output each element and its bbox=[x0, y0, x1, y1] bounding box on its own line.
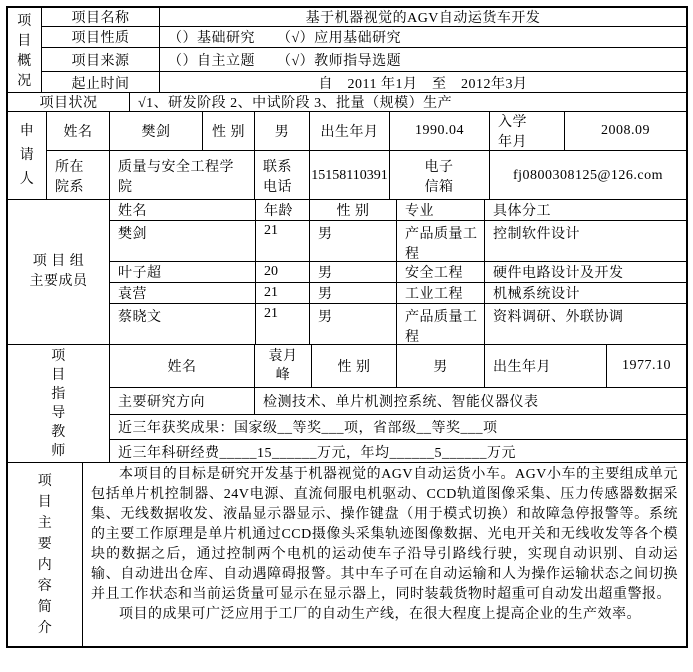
project-period-value: 自 2011 年1月 至 2012年3月 bbox=[318, 76, 528, 92]
team-header-age: 年龄 bbox=[256, 200, 310, 220]
member-gender: 男 bbox=[310, 283, 397, 303]
summary-paragraph-1: 本项目的目标是研究开发基于机器视觉的AGV自动运货小车。AGV小车的主要组成单元包括单片机控制器、24V电源、直流伺服电机驱动、CCD轨道图像采集、压力传感器数据采集、无线数据收发、液晶显示器显示、操作键盘（用于模式切换）和故障急停报警等。系统的主要工作原理是单片机通过CCD摄像头采集轨迹图像数据、光电开关和无线收发等各个模块的数据之后，通过控制两个电机的运动使车子沿导引路线行驶，实现自动识别、自动运输、自动进出仓库、自动遇障碍报警。其中车子可在自动运输和人为操作运输状态之间切换并且工作状态和当前运货量可显示在显示器上，同时装载货物时超重可自动发出超重警报。 bbox=[91, 467, 678, 602]
team-header-gender: 性 别 bbox=[310, 200, 397, 220]
project-nature-value: （）基础研究 （√）应用基础研究 bbox=[168, 31, 402, 46]
applicant-section-label: 申请人 bbox=[19, 123, 35, 187]
summary-section-label-cell bbox=[8, 463, 83, 646]
member-gender: 男 bbox=[310, 262, 397, 282]
overview-section-label: 项目概况 bbox=[17, 14, 32, 89]
applicant-section bbox=[8, 112, 686, 200]
advisor-awards-line: 近三年获奖成果：国家级__等奖___项，省部级__等奖___项 bbox=[118, 421, 498, 436]
project-period-label: 起止时间 bbox=[42, 72, 160, 93]
team-member-row bbox=[110, 221, 686, 262]
member-major: 工业工程 bbox=[397, 283, 485, 303]
member-role: 机械系统设计 bbox=[493, 287, 580, 302]
applicant-phone-label: 联系电话 bbox=[255, 151, 310, 200]
applicant-section-label-cell bbox=[8, 112, 47, 199]
status-section bbox=[8, 93, 686, 112]
member-major: 产品质量工程 bbox=[397, 221, 485, 261]
advisor-name-value: 袁月峰 bbox=[255, 345, 312, 387]
applicant-name-label: 姓名 bbox=[47, 112, 110, 150]
applicant-dept-value: 质量与安全工程学院 bbox=[110, 151, 255, 200]
applicant-birth-label: 出生年月 bbox=[310, 112, 390, 150]
member-gender: 男 bbox=[310, 304, 397, 345]
advisor-funding-line: 近三年科研经费_____15______万元，年均______5______万元 bbox=[118, 445, 516, 461]
advisor-gender-label: 性 别 bbox=[312, 345, 397, 387]
applicant-email-value: fj0800308125@126.com bbox=[512, 167, 664, 183]
member-name: 樊剑 bbox=[110, 221, 256, 261]
project-nature-label: 项目性质 bbox=[42, 27, 160, 47]
member-age: 21 bbox=[256, 221, 310, 261]
team-member-row bbox=[110, 304, 686, 345]
member-name: 蔡晓文 bbox=[110, 304, 256, 345]
advisor-birth-label: 出生年月 bbox=[485, 345, 607, 387]
applicant-enroll-value: 2008.09 bbox=[601, 123, 650, 138]
project-name-value: 基于机器视觉的AGV自动运货车开发 bbox=[305, 11, 541, 26]
summary-section bbox=[8, 463, 686, 646]
advisor-name-label: 姓名 bbox=[110, 345, 255, 387]
team-section-label-line2: 主要成员 bbox=[29, 274, 88, 289]
project-source-value: （）自主立题 （√）教师指导选题 bbox=[168, 53, 402, 69]
team-member-row bbox=[110, 283, 686, 304]
member-major: 安全工程 bbox=[397, 262, 485, 282]
team-header-name: 姓名 bbox=[110, 200, 256, 220]
team-section-label-cell bbox=[8, 200, 110, 344]
project-application-table bbox=[6, 6, 688, 648]
member-age: 21 bbox=[256, 304, 310, 345]
member-role: 资料调研、外联协调 bbox=[493, 310, 624, 325]
applicant-name-value: 樊剑 bbox=[110, 112, 203, 150]
advisor-research-value: 检测技术、单片机测控系统、智能仪器仪表 bbox=[263, 395, 539, 410]
team-header-major: 专业 bbox=[397, 200, 485, 220]
team-section bbox=[8, 200, 686, 345]
team-member-row bbox=[110, 262, 686, 283]
applicant-gender-value: 男 bbox=[255, 112, 310, 150]
summary-paragraph-2: 项目的成果可广泛应用于工厂的自动生产线，在很大程度上提高企业的生产效率。 bbox=[119, 607, 641, 622]
summary-section-label: 项目主要内容简介 bbox=[37, 473, 53, 636]
applicant-phone-value: 15158110391 bbox=[310, 151, 390, 200]
overview-section bbox=[8, 8, 686, 93]
member-name: 叶子超 bbox=[110, 262, 256, 282]
advisor-section bbox=[8, 345, 686, 463]
member-gender: 男 bbox=[310, 221, 397, 261]
advisor-gender-value: 男 bbox=[397, 345, 485, 387]
applicant-birth-value: 1990.04 bbox=[390, 112, 490, 150]
team-header-role: 具体分工 bbox=[493, 204, 551, 219]
team-section-label-line1: 项 目 组 bbox=[32, 254, 85, 269]
applicant-dept-label: 所在院系 bbox=[47, 151, 110, 200]
overview-section-label-cell bbox=[8, 8, 42, 92]
advisor-research-label: 主要研究方向 bbox=[110, 388, 255, 414]
member-role: 硬件电路设计及开发 bbox=[493, 266, 624, 281]
project-status-value: √1、研发阶段 2、中试阶段 3、批量（规模）生产 bbox=[138, 96, 453, 111]
member-major: 产品质量工程 bbox=[397, 304, 485, 345]
advisor-birth-value: 1977.10 bbox=[622, 358, 671, 373]
applicant-gender-label: 性 别 bbox=[203, 112, 255, 150]
project-name-label: 项目名称 bbox=[42, 8, 160, 26]
member-age: 21 bbox=[256, 283, 310, 303]
applicant-enroll-label: 入学年月 bbox=[490, 112, 565, 150]
project-source-label: 项目来源 bbox=[42, 48, 160, 71]
summary-text bbox=[83, 463, 686, 625]
project-status-label: 项目状况 bbox=[8, 93, 130, 111]
advisor-section-label-cell bbox=[8, 345, 110, 462]
advisor-section-label: 项目指导教师 bbox=[51, 348, 66, 459]
applicant-email-label: 电子信箱 bbox=[390, 151, 490, 200]
member-age: 20 bbox=[256, 262, 310, 282]
member-name: 袁营 bbox=[110, 283, 256, 303]
member-role: 控制软件设计 bbox=[493, 227, 580, 242]
